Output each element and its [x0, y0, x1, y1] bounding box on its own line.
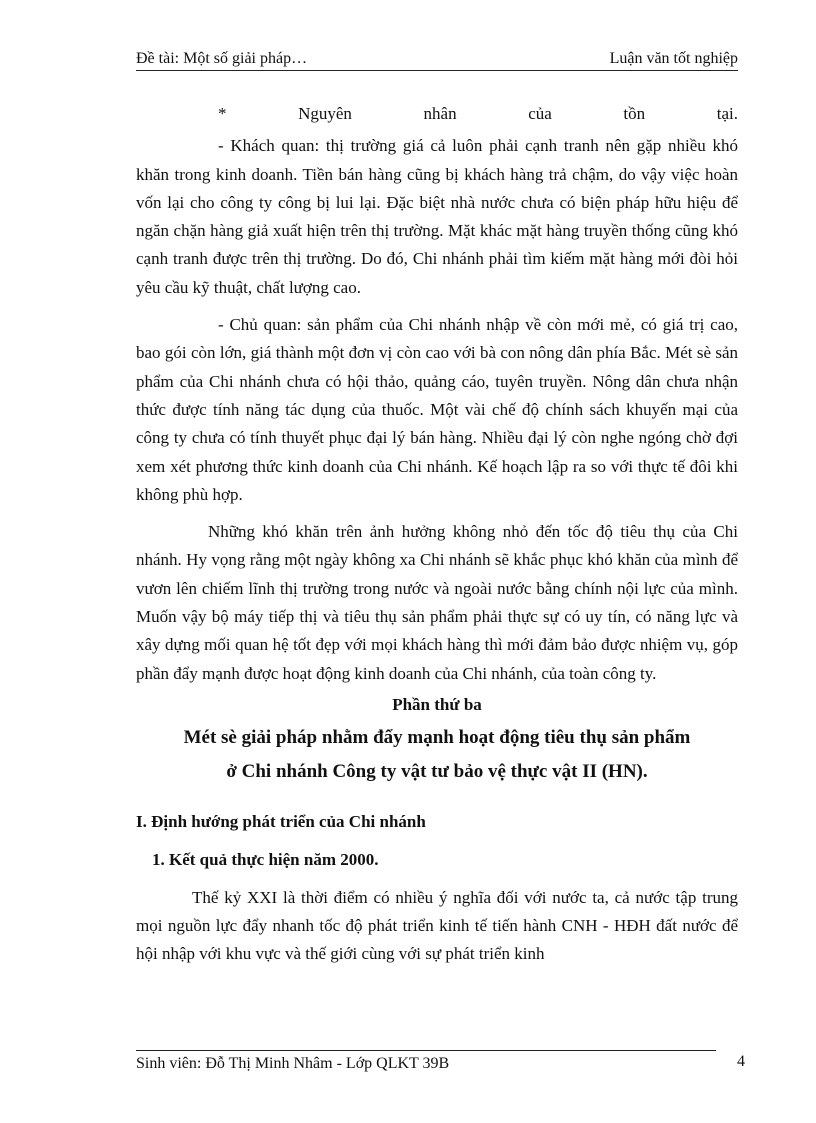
cause-word: Nguyên: [298, 104, 352, 123]
paragraph-objective: - Khách quan: thị trường giá cả luôn phải cạnh tranh nên gặp nhiều khó khăn trong kinh doanh. Tiền bán hàng cũng bị khách hàng trả chậm, do vậy việc hoàn vốn lại cho công ty công bị lui lại. Đặc biệt nhà nước chưa có biện pháp hữu hiệu để ngăn chặn hàng giả xuất hiện trên thị trường. Mặt khác mặt hàng truyền thống cũng khó cạnh tranh được trên thị trường. Do đó, Chi nhánh phải tìm kiếm mặt hàng mới đòi hỏi yêu cầu kỹ thuật, chất lượng cao.: [136, 136, 738, 297]
cause-word: *: [218, 104, 227, 123]
page-header: [136, 50, 738, 71]
paragraph-2000: Thế kỷ XXI là thời điểm có nhiều ý nghĩa đối với nước ta, cả nước tập trung mọi nguồn lực đẩy nhanh tốc độ phát triển kinh tế tiến hành CNH - HĐH đất nước để hội nhập với khu vực và thế giới cùng với sự phát triển kinh: [136, 887, 738, 964]
header-topic: Đề tài: Một số giải pháp…: [136, 50, 308, 67]
paragraph-subjective: - Chủ quan: sản phẩm của Chi nhánh nhập về còn mới mẻ, có giá trị cao, bao gói còn lớn, giá thành một đơn vị còn cao với bà con nông dân phía Bắc. Mét sè sản phẩm của Chi nhánh chưa có hội thảo, quảng cáo, tuyên truyền. Nông dân chưa nhận thức được tính năng tác dụng của thuốc. Một vài chế độ chính sách khuyến mại của công ty chưa có tính thuyết phục đại lý bán hàng. Nhiều đại lý còn nghe ngóng chờ đợi xem xét phương thức kinh doanh của Chi nhánh. Kế hoạch lập ra so với thực tế đôi khi không phù hợp.: [136, 315, 738, 504]
footer-student: Sinh viên: Đỗ Thị Minh Nhâm - Lớp QLKT 39B: [136, 1055, 450, 1072]
chapter-title-line-2: ở Chi nhánh Công ty vật tư bảo vệ thực vật II (HN).: [226, 761, 648, 783]
footer-rule: [136, 1050, 716, 1051]
document-body: [136, 100, 738, 969]
page-number: 4: [737, 1053, 745, 1070]
cause-word: của: [528, 104, 552, 123]
section-label: Phần thứ ba: [392, 694, 482, 714]
chapter-title-line-1: Mét sè giải pháp nhằm đẩy mạnh hoạt động tiêu thụ sản phẩm: [183, 727, 691, 749]
cause-word: tồn: [623, 104, 646, 123]
paragraph-difficulties: Những khó khăn trên ảnh hưởng không nhỏ đến tốc độ tiêu thụ của Chi nhánh. Hy vọng rằng một ngày không xa Chi nhánh sẽ khắc phục khó khăn của mình để vươn lên chiếm lĩnh thị trường trong nước và ngoài nước bằng chính nội lực của mình. Muốn vậy bộ máy tiếp thị và tiêu thụ sản phẩm phải thực sự có uy tín, có năng lực và xây dựng mối quan hệ tốt đẹp với mọi khách hàng thì mới đảm bảo được nhiệm vụ, góp phần đẩy mạnh được hoạt động kinh doanh của Chi nhánh, của toàn công ty.: [136, 522, 738, 683]
heading-level-2: 1. Kết quả thực hiện năm 2000.: [152, 849, 379, 869]
heading-level-1: I. Định hướng phát triển của Chi nhánh: [136, 812, 426, 832]
header-doc-type: Luận văn tốt nghiệp: [609, 50, 738, 67]
cause-word: nhân: [423, 104, 457, 123]
cause-word: tại.: [716, 104, 738, 123]
cause-heading: [136, 100, 738, 128]
